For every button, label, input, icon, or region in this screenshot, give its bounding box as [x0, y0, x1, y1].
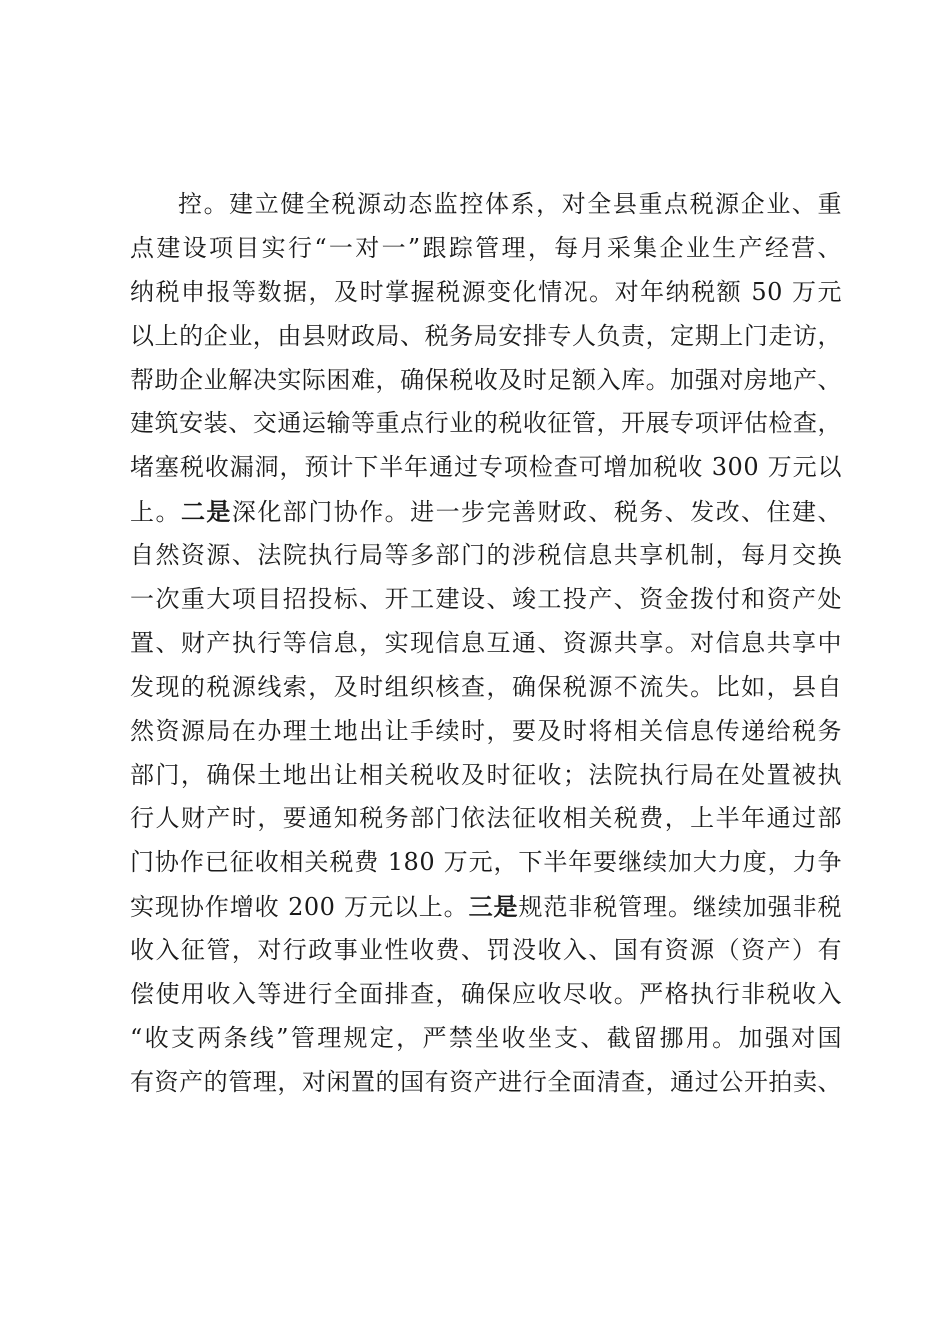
text-line — [130, 446, 842, 490]
text-line — [130, 578, 842, 622]
text-line — [130, 271, 842, 315]
text-line — [130, 402, 842, 446]
body-paragraph — [130, 183, 842, 1105]
text-segment: 发现的税源线索，及时组织核查，确保税源不流失。比如，县自 — [130, 672, 842, 701]
text-segment: 收入征管，对行政事业性收费、罚没收入、国有资源（资产）有 — [130, 936, 842, 965]
text-line — [130, 490, 842, 534]
text-line — [130, 227, 842, 271]
text-segment: 堵塞税收漏洞，预计下半年通过专项检查可增加税收 300 万元以 — [130, 453, 842, 482]
text-line — [130, 534, 842, 578]
text-segment: 部门，确保土地出让相关税收及时征收；法院执行局在处置被执 — [130, 760, 842, 789]
text-segment: 规范非税管理。继续加强非税 — [518, 893, 843, 922]
text-segment: 纳税申报等数据，及时掌握税源变化情况。对年纳税额 50 万元 — [130, 277, 842, 306]
text-line — [130, 1061, 842, 1105]
text-segment: 门协作已征收相关税费 180 万元，下半年要继续加大力度，力争 — [130, 848, 842, 877]
text-line — [130, 885, 842, 929]
text-line — [130, 622, 842, 666]
text-segment: 行人财产时，要通知税务部门依法征收相关税费，上半年通过部 — [130, 804, 842, 833]
text-segment: 然资源局在办理土地出让手续时，要及时将相关信息传递给税务 — [130, 716, 842, 745]
text-line — [130, 754, 842, 798]
text-segment: 上。 — [130, 498, 181, 527]
text-segment: 偿使用收入等进行全面排查，确保应收尽收。严格执行非税收入 — [130, 980, 842, 1009]
text-segment: 置、财产执行等信息，实现信息互通、资源共享。对信息共享中 — [130, 628, 842, 657]
text-line — [130, 841, 842, 885]
text-line — [130, 183, 842, 227]
text-line — [130, 973, 842, 1017]
text-line — [130, 710, 842, 754]
emphasis-label: 三是 — [468, 892, 519, 922]
text-line — [130, 315, 842, 359]
text-segment: “收支两条线”管理规定，严禁坐收坐支、截留挪用。加强对国 — [130, 1023, 842, 1052]
text-segment: 有资产的管理，对闲置的国有资产进行全面清查，通过公开拍卖、 — [130, 1067, 842, 1096]
text-line — [130, 797, 842, 841]
text-segment: 以上的企业，由县财政局、税务局安排专人负责，定期上门走访， — [130, 321, 842, 350]
text-segment: 自然资源、法院执行局等多部门的涉税信息共享机制，每月交换 — [130, 541, 842, 570]
text-segment: 点建设项目实行“一对一”跟踪管理，每月采集企业生产经营、 — [130, 233, 842, 262]
text-segment: 深化部门协作。进一步完善财政、税务、发改、住建、 — [231, 498, 843, 527]
text-segment: 实现协作增收 200 万元以上。 — [130, 893, 469, 922]
text-segment: 一次重大项目招投标、开工建设、竣工投产、资金拨付和资产处 — [130, 585, 842, 614]
text-line — [130, 1017, 842, 1061]
text-segment: 帮助企业解决实际困难，确保税收及时足额入库。加强对房地产、 — [130, 365, 842, 394]
text-line — [130, 666, 842, 710]
text-segment: 控。建立健全税源动态监控体系，对全县重点税源企业、重 — [178, 190, 842, 218]
emphasis-label: 二是 — [180, 497, 232, 527]
text-segment: 建筑安装、交通运输等重点行业的税收征管，开展专项评估检查， — [130, 409, 842, 438]
text-line — [130, 359, 842, 403]
text-line — [130, 929, 842, 973]
